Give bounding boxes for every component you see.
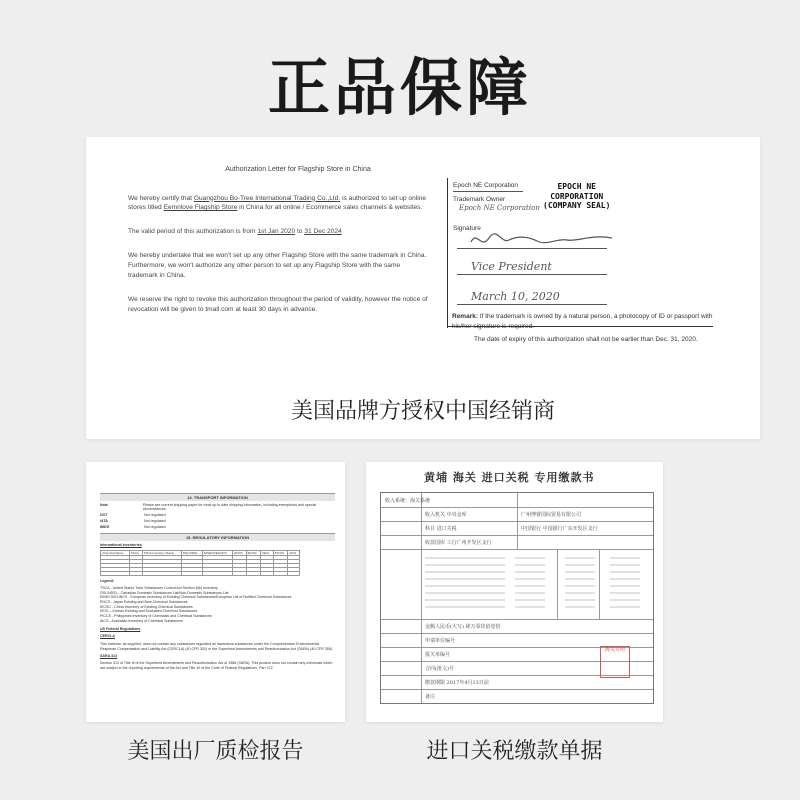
remark: Remark: If the trademark is owned by a natural person, a photocopy of ID or passport with his/her signature is required. The date of expiry of this authorization shall not be earlier than Dec. 31, 2020. [452, 313, 713, 344]
letter-paragraph-1: We hereby certify that Guangzhou Bo-Tree International Trading Co.,Ltd. is authorized to set up online stores titled Eemnlove Flagship Store in China for all online / Ecommerce sales channels & websites. [128, 194, 427, 212]
signature-label: Signature [453, 225, 481, 232]
letter-paragraph-3: We hereby undertake that we won't set up any other Flagship Store with the same trademark in China. Furthermore, we won't authorize any other person to set up any Flagship Store with the same trademark in China. [128, 252, 427, 279]
handwritten-signature [467, 228, 617, 250]
handwritten-title: Vice President [471, 260, 552, 273]
company-name: Epoch NE Corporation [453, 182, 519, 189]
customs-item-rows [425, 553, 645, 615]
customs-red-stamp: 海关专用 [600, 646, 630, 678]
company-seal: EPOCH NE CORPORATION (COMPANY SEAL) [543, 182, 611, 211]
quality-report: 14. TRANSPORT INFORMATION Note Please see current shipping paper for most up to date shipping information, including exemptions and special circumstances. DOT Not regulated IATA Not regulated IMDG Not regulated 15. REGULATORY INFORMATION International Inventories Chemical Name TSCA TSCA Inventory Status DSL/NDSL EINECS/ELINCS ENCS IECSC KECL PICCS AICS Legend: TSCA - United States Toxic Substances Control Act Section 8(b) Inventory DSL/NDSL - Canadian Domestic Substances List/Non-Domestic Substances List EINECS/ELINCS - European Inventory of Existing Chemical Substances/European List of Notified Chemical Substances ENCS - Japan Existing and New Chemical Substances IECSC - China Inventory of Existing Chemical Substances KECL - Korean Existing and Evaluated Chemical Substances PICCS - Philippines Inventory of Chemicals and Chemical Substances AICS - Australian Inventory of Chemical Substances US Federal Regulations CERCLA This material, as supplied, does not contain any substances regulated as hazardous substances under the Comprehensive Environmental Response Compensation and Liability Act (CERCLA) (40 CFR 302) or the Superfund Amendments and Reauthorization Act (SARA) (40 CFR 355). SARA 313 Section 313 of Title III of the Superfund Amendments and Reauthorization Act of 1986 (SARA). This product does not contain any chemicals which are subject to the reporting requirements of the Act and Title 40 of the Code of Federal Regulations, Part 372 [100, 493, 335, 673]
letter-title: Authorization Letter for Flagship Store in China [225, 166, 371, 173]
customs-receipt: 黄埔 海关 进口关税 专用缴款书 收入系统：海关系统 收入机关 中央金库 科目 进口关税 收款国库 工行广州开发区支行 广州博睿国际贸易有限公司 中国银行 中国银行广东开发区支行 金额人民币(大写) 肆万零玖佰壹拾 申请单位编号 报关单编号 合同(批文)号 缴款期限 2017年4月13日前 备注 海关专用 [372, 468, 658, 716]
authorization-letter [128, 165, 428, 329]
handwritten-date: March 10, 2020 [471, 290, 560, 303]
caption-authorization: 美国品牌方授权中国经销商 [290, 399, 555, 424]
letter-paragraph-4: We reserve the right to revoke this authorization throughout the period of validity, however the notice of revocation will be given to tmall.com at least 30 days in advance. [128, 295, 428, 313]
customs-grid: 收入系统：海关系统 收入机关 中央金库 科目 进口关税 收款国库 工行广州开发区支行 广州博睿国际贸易有限公司 中国银行 中国银行广东开发区支行 金额人民币(大写) 肆万零玖佰壹拾 申请单位编号 报关单编号 合同(批文)号 缴款期限 2017年4月13日前 备注 [380, 492, 654, 704]
caption-customs-receipt: 进口关税缴款单据 [426, 739, 603, 764]
caption-quality-report: 美国出厂质检报告 [127, 739, 304, 764]
handwritten-owner: Epoch NE Corporation [459, 204, 540, 212]
inventory-table: Chemical Name TSCA TSCA Inventory Status DSL/NDSL EINECS/ELINCS ENCS IECSC KECL PICCS AICS [100, 550, 300, 576]
page-title: 正品保障 [267, 51, 532, 124]
letter-paragraph-2: The valid period of this authorization is from 1st Jan 2020 to 31 Dec 2024 [128, 228, 342, 236]
trademark-owner-label: Trademark Owner [453, 196, 506, 203]
